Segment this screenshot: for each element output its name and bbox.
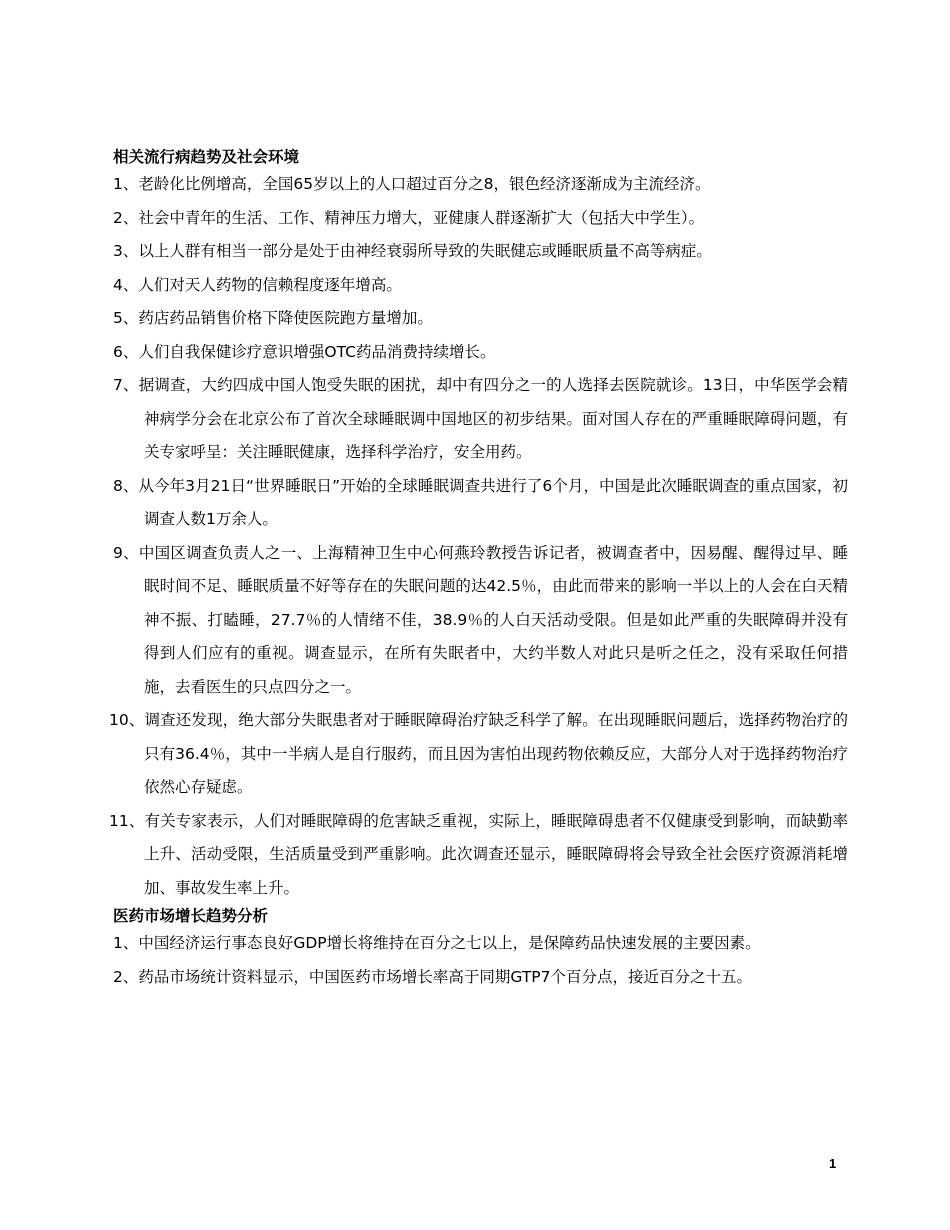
list-item: 4、人们对天人药物的信赖程度逐年增高。 (113, 275, 402, 294)
list-item: 11、有关专家表示，人们对睡眠障碍的危害缺乏重视，实际上，睡眠障碍患者不仅健康受到影响，而缺勤率上升、活动受限，生活质量受到严重影响。此次调查还显示，睡眠障碍将会导致全社会医疗资源消耗增加、事故发生率上升。 (109, 811, 848, 897)
list-item: 3、以上人群有相当一部分是处于由神经衰弱所导致的失眠健忘或睡眠质量不高等病症。 (113, 242, 712, 260)
list-item: 2、社会中青年的生活、工作、精神压力增大，亚健康人群逐渐扩大（包括大中学生）。 (113, 208, 705, 227)
page-number: 1 (829, 1156, 837, 1171)
document-body (109, 146, 848, 994)
list-item: 2、药品市场统计资料显示，中国医药市场增长率高于同期GTP7个百分点，接近百分之十五。 (113, 967, 752, 986)
section-heading-epidemiology: 相关流行病趋势及社会环境 (113, 148, 300, 166)
list-item: 1、老龄化比例增高，全国65岁以上的人口超过百分之8，银色经济逐渐成为主流经济。 (113, 175, 711, 193)
list-item: 1、中国经济运行事态良好GDP增长将维持在百分之七以上，是保障药品快速发展的主要因素。 (113, 934, 761, 952)
list-item: 8、从今年3月21日“世界睡眠日”开始的全球睡眠调查共进行了6个月，中国是此次睡眠调查的重点国家，初调查人数1万余人。 (113, 476, 848, 528)
list-item: 5、药店药品销售价格下降使医院跑方量增加。 (113, 309, 433, 327)
section-heading-market-growth: 医药市场增长趋势分析 (113, 907, 269, 925)
list-item: 10、调查还发现，绝大部分失眠患者对于睡眠障碍治疗缺乏科学了解。在出现睡眠问题后，选择药物治疗的只有36.4％，其中一半病人是自行服药，而且因为害怕出现药物依赖反应，大部分人对于选择药物治疗依然心存疑虑。 (109, 711, 848, 796)
list-item: 9、中国区调查负责人之一、上海精神卫生中心何燕玲教授告诉记者，被调查者中，因易醒、醒得过早、睡眠时间不足、睡眠质量不好等存在的失眠问题的达42.5％，由此而带来的影响一半以上的人会在白天精神不振、打瞌睡，27.7％的人情绪不佳，38.9％的人白天活动受限。但是如此严重的失眠障碍并没有得到人们应有的重视。调查显示，在所有失眠者中，大约半数人对此只是听之任之，没有采取任何措施，去看医生的只点四分之一。 (113, 543, 848, 696)
list-item: 7、据调查，大约四成中国人饱受失眠的困扰，却中有四分之一的人选择去医院就诊。13日，中华医学会精神病学分会在北京公布了首次全球睡眠调中国地区的初步结果。面对国人存在的严重睡眠障碍问题，有关专家呼呈：关注睡眠健康，选择科学治疗，安全用药。 (113, 376, 848, 461)
list-item: 6、人们自我保健诊疗意识增强OTC药品消费持续增长。 (113, 342, 496, 361)
